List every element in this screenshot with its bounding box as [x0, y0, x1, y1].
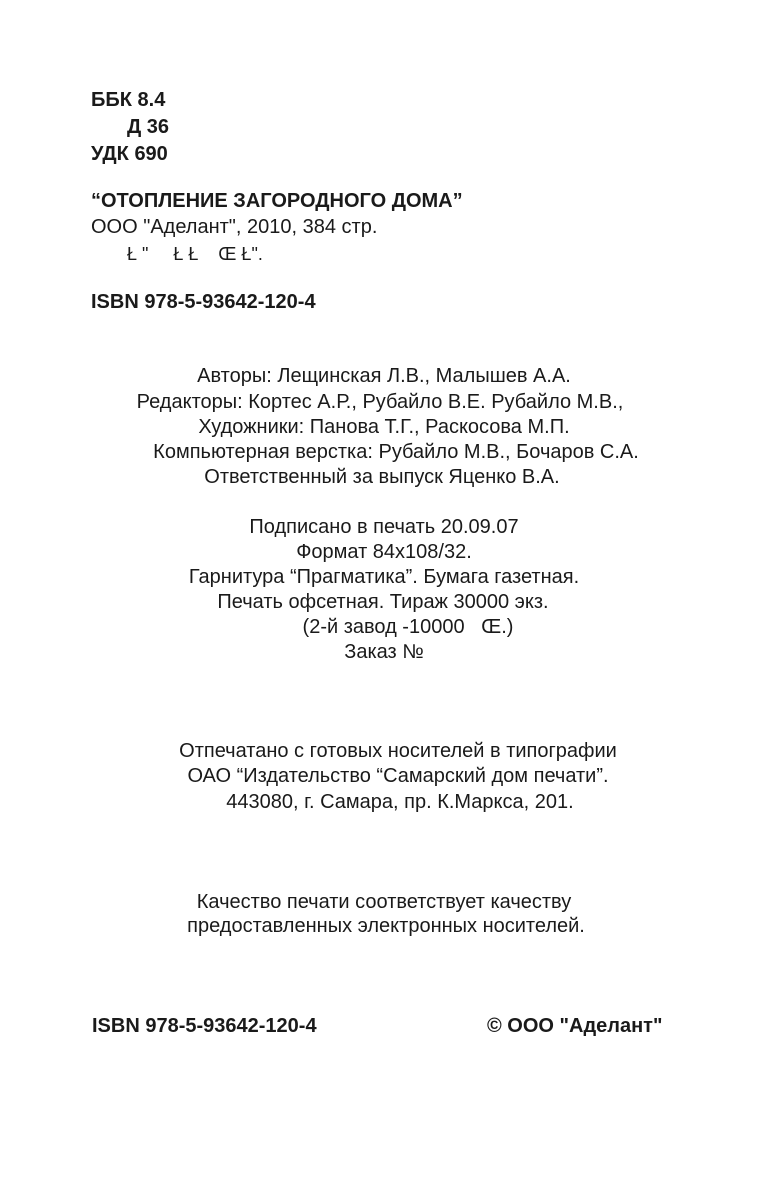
- printed-by-line-1: Отпечатано с готовых носителей в типографии: [179, 740, 617, 762]
- editors-line: Редакторы: Кортес А.Р., Рубайло В.Е. Рубайло М.В.,: [136, 391, 624, 413]
- book-title: “ОТОПЛЕНИЕ ЗАГОРОДНОГО ДОМА”: [91, 190, 463, 212]
- artists-line: Художники: Панова Т.Г., Раскосова М.П.: [198, 416, 570, 438]
- udk-code: УДК 690: [91, 143, 168, 165]
- order-line: Заказ №: [344, 641, 424, 663]
- isbn-footer: ISBN 978-5-93642-120-4: [92, 1015, 317, 1037]
- author-mark: Д 36: [127, 116, 170, 138]
- quality-line-1: Качество печати соответствует качеству: [196, 891, 572, 913]
- plant-line: (2-й завод -10000 Œ.): [302, 616, 514, 638]
- format-line: Формат 84х108/32.: [296, 541, 472, 563]
- quality-line-2: предоставленных электронных носителей.: [187, 915, 585, 937]
- responsible-line: Ответственный за выпуск Яценко В.А.: [204, 466, 560, 488]
- layout-line: Компьютерная верстка: Рубайло М.В., Бочаров С.А.: [153, 441, 639, 463]
- bbk-code: ББК 8.4: [91, 89, 166, 111]
- printed-by-line-2: ОАО “Издательство “Самарский дом печати”.: [187, 765, 609, 787]
- copyright-footer: © ООО "Аделант": [487, 1015, 663, 1037]
- printed-by-line-3: 443080, г. Самара, пр. К.Маркса, 201.: [226, 791, 574, 813]
- publisher-line: ООО "Аделант", 2010, 384 стр.: [91, 216, 378, 238]
- typeface-line: Гарнитура “Прагматика”. Бумага газетная.: [188, 566, 580, 588]
- signed-line: Подписано в печать 20.09.07: [249, 516, 519, 538]
- garbled-line: Ł " Ł Ł Œ Ł".: [127, 244, 263, 264]
- isbn-top: ISBN 978-5-93642-120-4: [91, 291, 316, 313]
- authors-line: Авторы: Лещинская Л.В., Малышев А.А.: [197, 365, 571, 387]
- method-line: Печать офсетная. Тираж 30000 экз.: [217, 591, 549, 613]
